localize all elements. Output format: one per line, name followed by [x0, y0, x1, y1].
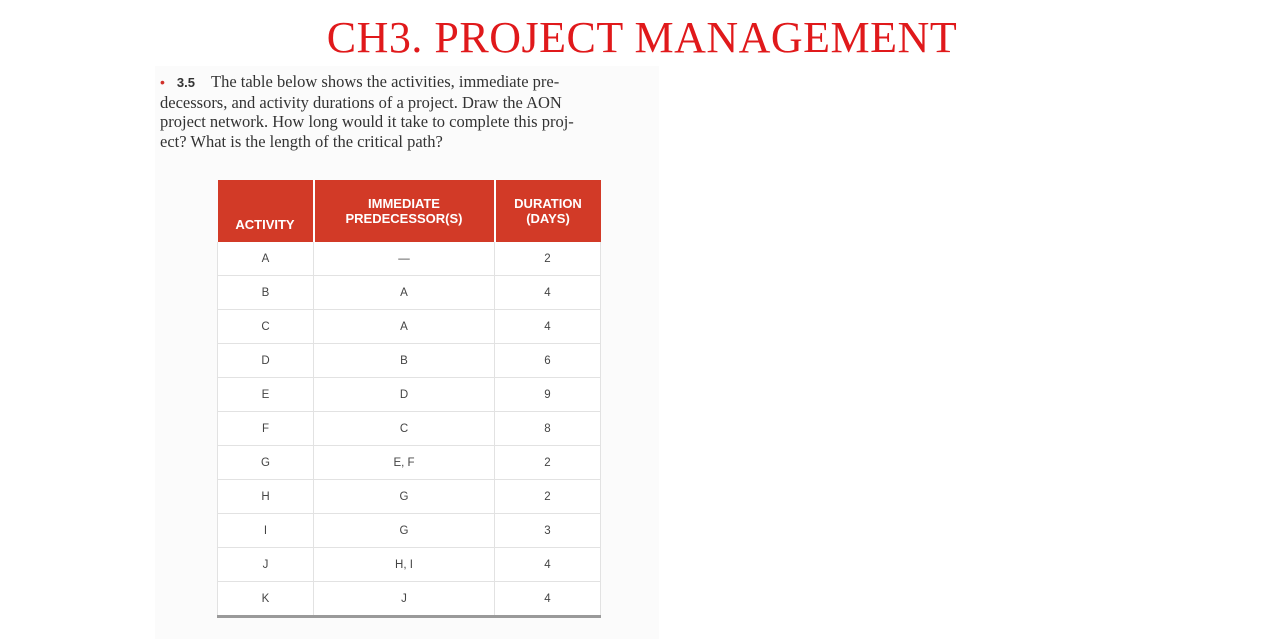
- cell-predecessors: —: [314, 242, 495, 276]
- problem-number: 3.5: [176, 75, 195, 90]
- cell-predecessors: J: [314, 582, 495, 617]
- header-predecessors-line1: IMMEDIATE: [368, 196, 440, 211]
- table-row: [218, 276, 601, 310]
- header-duration: [495, 180, 601, 242]
- problem-line-3: project network. How long would it take to complete this proj-: [160, 112, 574, 131]
- table-body: [218, 242, 601, 617]
- cell-duration: 4: [495, 276, 601, 310]
- cell-activity: E: [218, 378, 314, 412]
- table-row: [218, 242, 601, 276]
- cell-duration: 2: [495, 446, 601, 480]
- cell-predecessors: H, I: [314, 548, 495, 582]
- cell-predecessors: G: [314, 514, 495, 548]
- cell-activity: H: [218, 480, 314, 514]
- problem-line-2: decessors, and activity durations of a project. Draw the AON: [160, 92, 562, 112]
- cell-duration: 6: [495, 344, 601, 378]
- cell-duration: 4: [495, 548, 601, 582]
- cell-activity: G: [218, 446, 314, 480]
- header-duration-line2: (DAYS): [526, 211, 570, 226]
- cell-duration: 9: [495, 378, 601, 412]
- cell-duration: 2: [495, 480, 601, 514]
- slide-title: CH3. PROJECT MANAGEMENT: [326, 13, 958, 62]
- cell-activity: F: [218, 412, 314, 446]
- cell-activity: A: [218, 242, 314, 276]
- table-row: [218, 446, 601, 480]
- table-row: [218, 344, 601, 378]
- header-activity: ACTIVITY: [218, 180, 314, 242]
- problem-statement: [160, 72, 660, 151]
- cell-activity: J: [218, 548, 314, 582]
- header-predecessors-line2: PREDECESSOR(S): [345, 211, 463, 226]
- cell-predecessors: D: [314, 378, 495, 412]
- cell-activity: C: [218, 310, 314, 344]
- problem-text-1: The table below shows the activities, immediate pre-: [210, 72, 560, 91]
- cell-duration: 8: [495, 412, 601, 446]
- bullet-icon: •: [160, 74, 165, 90]
- activity-table-container: [217, 180, 600, 618]
- activity-table: [217, 180, 601, 618]
- table-row: [218, 378, 601, 412]
- table-header-row: [218, 180, 601, 242]
- cell-predecessors: A: [314, 310, 495, 344]
- table-row: [218, 582, 601, 617]
- header-predecessors: [314, 180, 495, 242]
- cell-duration: 4: [495, 582, 601, 617]
- problem-line-1: [160, 72, 660, 93]
- cell-duration: 3: [495, 514, 601, 548]
- cell-activity: I: [218, 514, 314, 548]
- table-row: [218, 480, 601, 514]
- table-row: [218, 310, 601, 344]
- cell-duration: 2: [495, 242, 601, 276]
- table-row: [218, 412, 601, 446]
- table-row: [218, 514, 601, 548]
- cell-duration: 4: [495, 310, 601, 344]
- table-row: [218, 548, 601, 582]
- cell-predecessors: G: [314, 480, 495, 514]
- cell-activity: B: [218, 276, 314, 310]
- header-duration-line1: DURATION: [514, 196, 582, 211]
- cell-activity: K: [218, 582, 314, 617]
- cell-predecessors: E, F: [314, 446, 495, 480]
- problem-line-4: ect? What is the length of the critical path?: [160, 131, 443, 151]
- cell-predecessors: B: [314, 344, 495, 378]
- cell-predecessors: C: [314, 412, 495, 446]
- textbook-excerpt: [155, 66, 659, 639]
- cell-predecessors: A: [314, 276, 495, 310]
- cell-activity: D: [218, 344, 314, 378]
